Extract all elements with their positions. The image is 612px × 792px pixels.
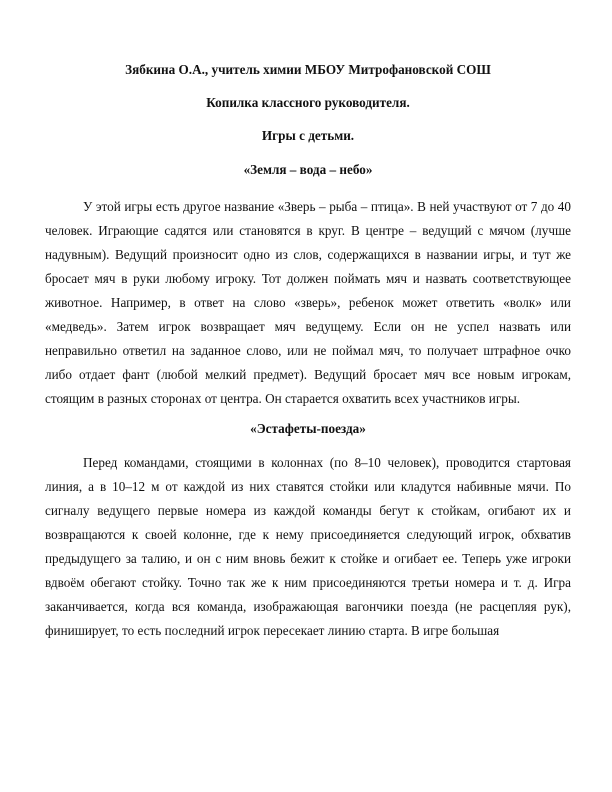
game-1-title: «Земля – вода – небо» xyxy=(243,162,373,177)
author-line: Зябкина О.А., учитель химии МБОУ Митрофановской СОШ xyxy=(125,62,491,77)
collection-title: Копилка классного руководителя. xyxy=(206,95,410,110)
game-1-text: У этой игры есть другое название «Зверь – рыба – птица». В ней участвуют от 7 до 40 человек. Играющие садятся или становятся в круг. В центре – ведущий с мячом (лучше надувным). Ведущий произносит одно из слов, содержащихся в названии игры, и тут же бросает мяч в руки любому игроку. Тот должен поймать мяч и назвать соответствующее животное. Например, в ответ на слово «зверь», ребенок может ответить «волк» или «медведь». Затем игрок возвращает мяч ведущему. Если он не успел назвать или неправильно ответил на заданное слово, или не поймал мяч, то получает штрафное очко либо отдает фант (любой мелкий предмет). Ведущий бросает мяч все новым игрокам, стоящим в разных сторонах от центра. Он старается охватить всех участников игры. xyxy=(45,199,571,406)
subtitle: Игры с детьми. xyxy=(261,128,355,143)
game-2-title: «Эстафеты-поезда» xyxy=(250,421,366,436)
game-2-text: Перед командами, стоящими в колоннах (по 8–10 человек), проводится стартовая линия, а в 10–12 м от каждой из них ставятся стойки или кладутся набивные мячи. По сигналу ведущего первые номера из каждой команды бегут к стойкам, огибают их и возвращаются к своей колонне, где к нему присоединяется следующий игрок, обхватив предыдущего за талию, и он с ним вновь бежит к стойке и огибает ее. Теперь уже игроки вдвоём обегают стойку. Точно так же к ним присоединяются третьи номера и т. д. Игра заканчивается, когда вся команда, изображающая вагончики поезда (не расцепляя рук), финиширует, то есть последний игрок пересекает линию старта. В игре большая xyxy=(45,455,571,638)
